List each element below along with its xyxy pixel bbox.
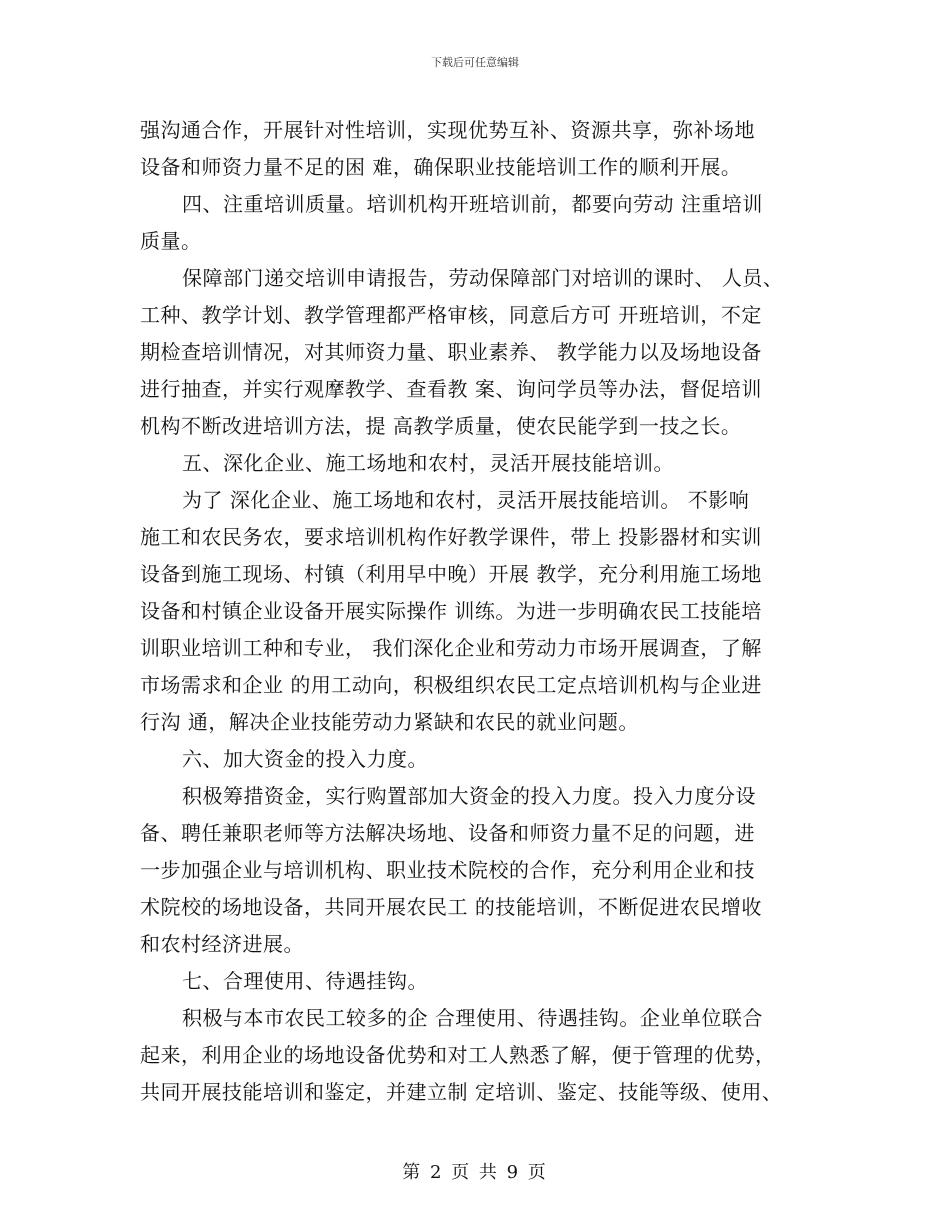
text-line: 起来，利用企业的场地设备优势和对工人熟悉了解，便于管理的优势， [140, 1043, 776, 1067]
text-line: 市场需求和企业 的用工动向，积极组织农民工定点培训机构与企业进 [140, 673, 762, 697]
section-heading: 五、深化企业、施工场地和农村，灵活开展技能培训。 [182, 451, 674, 475]
text-line: 备、聘任兼职老师等方法解决场地、设备和师资力量不足的问题，进 [140, 821, 755, 845]
text-line: 设备到施工现场、村镇（利用早中晚）开展 教学，充分利用施工场地 [140, 562, 762, 586]
text-line: 和农村经济进展。 [140, 932, 304, 956]
text-line: 设备和师资力量不足的困 难，确保职业技能培训工作的顺利开展。 [140, 155, 742, 179]
document-body [140, 112, 830, 1111]
text-line: 施工和农民务农，要求培训机构作好教学课件，带上 投影器材和实训 [140, 525, 762, 549]
text-line: 术院校的场地设备，共同开展农民工 的技能培训，不断促进农民增收 [140, 895, 762, 919]
text-line: 期检查培训情况，对其师资力量、职业素养、 教学能力以及场地设备 [140, 340, 762, 364]
text-line: 机构不断改进培训方法，提 高教学质量，使农民能学到一技之长。 [140, 414, 742, 438]
page-header: 下载后可任意编辑 [431, 56, 519, 69]
text-line: 训职业培训工种和专业， 我们深化企业和劳动力市场开展调查，了解 [140, 636, 762, 660]
page-number: 第 2 页 共 9 页 [402, 1162, 548, 1183]
text-line: 共同开展技能培训和鉴定，并建立制 定培训、鉴定、技能等级、使用、 [140, 1080, 783, 1104]
paragraph-start: 积极筹措资金，实行购置部加大资金的投入力度。投入力度分设 [182, 784, 756, 808]
section-heading: 七、合理使用、待遇挂钩。 [182, 969, 428, 993]
text-line: 进行抽查，并实行观摩教学、查看教 案、询问学员等办法，督促培训 [140, 377, 762, 401]
text-line: 行沟 通，解决企业技能劳动力紧缺和农民的就业问题。 [140, 710, 639, 734]
text-line: 质量。 [140, 229, 202, 253]
text-line: 设备和村镇企业设备开展实际操作 训练。为进一步明确农民工技能培 [140, 599, 762, 623]
text-line: 一步加强企业与培训机构、职业技术院校的合作，充分利用企业和技 [140, 858, 755, 882]
paragraph-start: 保障部门递交培训申请报告，劳动保障部门对培训的课时、 人员、 [182, 266, 784, 290]
section-heading: 四、注重培训质量。培训机构开班培训前，都要向劳动 注重培训 [182, 192, 763, 216]
text-line: 工种、教学计划、教学管理都严格审核，同意后方可 开班培训，不定 [140, 303, 762, 327]
section-heading: 六、加大资金的投入力度。 [182, 747, 428, 771]
paragraph-start: 积极与本市农民工较多的企 合理使用、待遇挂钩。企业单位联合 [182, 1006, 763, 1030]
paragraph-start: 为了 深化企业、施工场地和农村，灵活开展技能培训。 不影响 [182, 488, 750, 512]
text-line: 强沟通合作，开展针对性培训，实现优势互补、资源共享，弥补场地 [140, 118, 755, 142]
